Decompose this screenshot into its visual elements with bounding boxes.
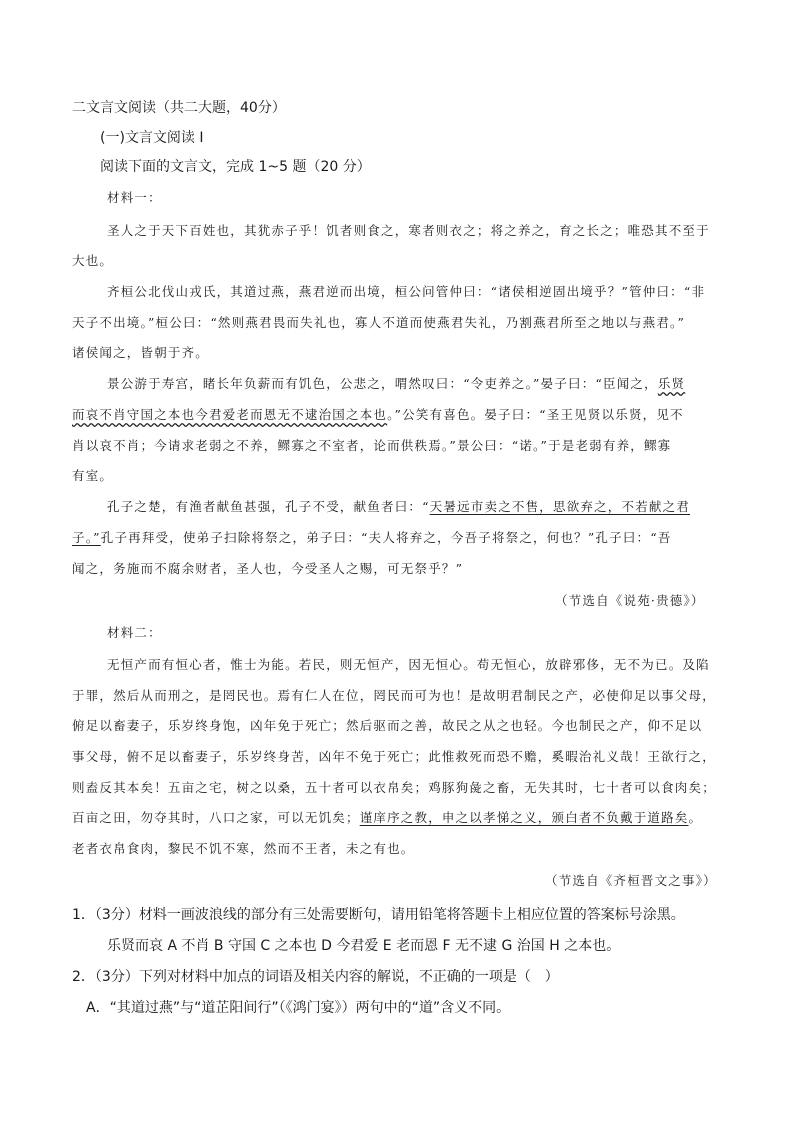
question-1: 1．（3分）材料一画波浪线的部分有三处需要断句，请用铅笔将答题卡上相应位置的答案标号涂黑。	[72, 907, 685, 923]
m2-line6-text: 百亩之田，勿夺其时，八口之家，可以无饥矣；	[72, 810, 360, 825]
m1-p3-line1-text: 景公游于寿宫，睹长年负薪而有饥色，公悲之，喟然叹曰：“令吏养之。”晏子曰：“臣闻之，	[107, 376, 658, 391]
m1-p1-line1: 圣人之于天下百姓也，其犹赤子乎！饥者则食之，寒者则衣之；将之养之，育之长之；唯恐其不至于	[107, 223, 710, 238]
m2-line1: 无恒产而有恒心者，惟士为能。若民，则无恒产，因无恒心。苟无恒心，放辟邪侈，无不为已。及陷	[107, 657, 710, 672]
section-instruction: 阅读下面的文言文，完成 1~5 题（20 分）	[100, 159, 371, 175]
m1-p3-line2-text: 。”公笑有喜色。晏子曰：“圣王见贤以乐贤，见不	[387, 407, 684, 422]
material2-source: （节选自《齐桓晋文之事》）	[545, 873, 717, 888]
question-2-option-a: A．“其道过燕”与“道芷阳间行”（《鸿门宴》）两句中的“道”含义不同。	[86, 1000, 511, 1016]
m1-p4-line1	[107, 497, 690, 517]
m1-p2-line3: 诸侯闻之，皆朝于齐。	[72, 345, 210, 360]
section-title: 二文言文阅读（共二大题，40分）	[72, 100, 286, 116]
m1-p3-line2	[72, 405, 684, 425]
underlined-segment: 天暑远市卖之不售，思欲弃之，不若献之君	[429, 499, 691, 514]
m2-line7: 老者衣帛食肉，黎民不饥不寒，然而不王者，未之有也。	[72, 841, 415, 856]
material2-label: 材料二：	[107, 625, 162, 640]
m2-line3: 俯足以畜妻子，乐岁终身饱，凶年免于死亡；然后驱而之善，故民之从之也轻。今也制民之产，仰不足以	[72, 718, 703, 733]
m1-p4-line2	[72, 528, 672, 548]
m1-p1-line2: 大也。	[72, 253, 114, 268]
material1-source: （节选自《说苑·贵德》）	[555, 593, 705, 608]
wavy-underline-segment: 乐贤	[657, 376, 686, 391]
wavy-underline-segment: 而哀不肖守国之本也今君爱老而恩无不逮治国之本也	[72, 407, 388, 422]
m2-line5: 则盍反其本矣！五亩之宅，树之以桑，五十者可以衣帛矣；鸡豚狗彘之畜，无失其时，七十者可以食肉矣；	[72, 780, 716, 795]
m2-line2: 于罪，然后从而刑之，是罔民也。焉有仁人在位，罔民而可为也！是故明君制民之产，必使仰足以事父母，	[72, 688, 716, 703]
material1-label: 材料一：	[107, 190, 162, 205]
m1-p3-line1	[107, 374, 685, 394]
m1-p4-line3: 闻之，务施而不腐余财者，圣人也，今受圣人之赐，可无祭乎？”	[72, 561, 464, 576]
m1-p3-line3: 肖以哀不肖；今请求老弱之不养，鳏寡之不室者，论而供秩焉。”景公曰：“诺。”于是老弱有养，鳏寡	[72, 438, 672, 453]
question-2: 2．（3分）下列对材料中加点的词语及相关内容的解说，不正确的一项是（ ）	[72, 969, 559, 985]
underlined-segment: 子。”	[72, 530, 101, 545]
m1-p4-line1-text: 孔子之楚，有渔者献鱼甚强，孔子不受，献鱼者曰：“	[107, 499, 430, 514]
m1-p2-line1: 齐桓公北伐山戎氏，其道过燕，燕君逆而出境，桓公问管仲曰：“诸侯相逆固出境乎？”管仲曰：“非	[107, 284, 706, 299]
m2-line6	[72, 808, 702, 828]
section-subtitle: (一)文言文阅读 I	[100, 130, 204, 146]
m1-p2-line2: 天子不出境。”桓公曰：“然则燕君畏而失礼也，寡人不道而使燕君失礼，乃割燕君所至之地以与燕君。”	[72, 315, 686, 330]
m2-line6-end: 。	[688, 810, 703, 825]
question-1-options: 乐贤而哀 A 不肖 B 守国 C 之本也 D 今君爱 E 老而恩 F 无不逮 G 治国 H 之本也。	[107, 938, 621, 954]
m1-p3-line4: 有室。	[72, 468, 114, 483]
m1-p4-line2-text: 孔子再拜受，使弟子扫除将祭之，弟子曰：“夫人将弃之，今吾子将祭之，何也？”孔子曰：“吾	[100, 530, 672, 545]
underlined-segment: 谨庠序之教，申之以孝悌之义，颁白者不负戴于道路矣	[359, 810, 689, 825]
m2-line4: 事父母，俯不足以畜妻子，乐岁终身苦，凶年不免于死亡；此惟救死而恐不赡，奚暇治礼义哉！王欲行之，	[72, 749, 716, 764]
